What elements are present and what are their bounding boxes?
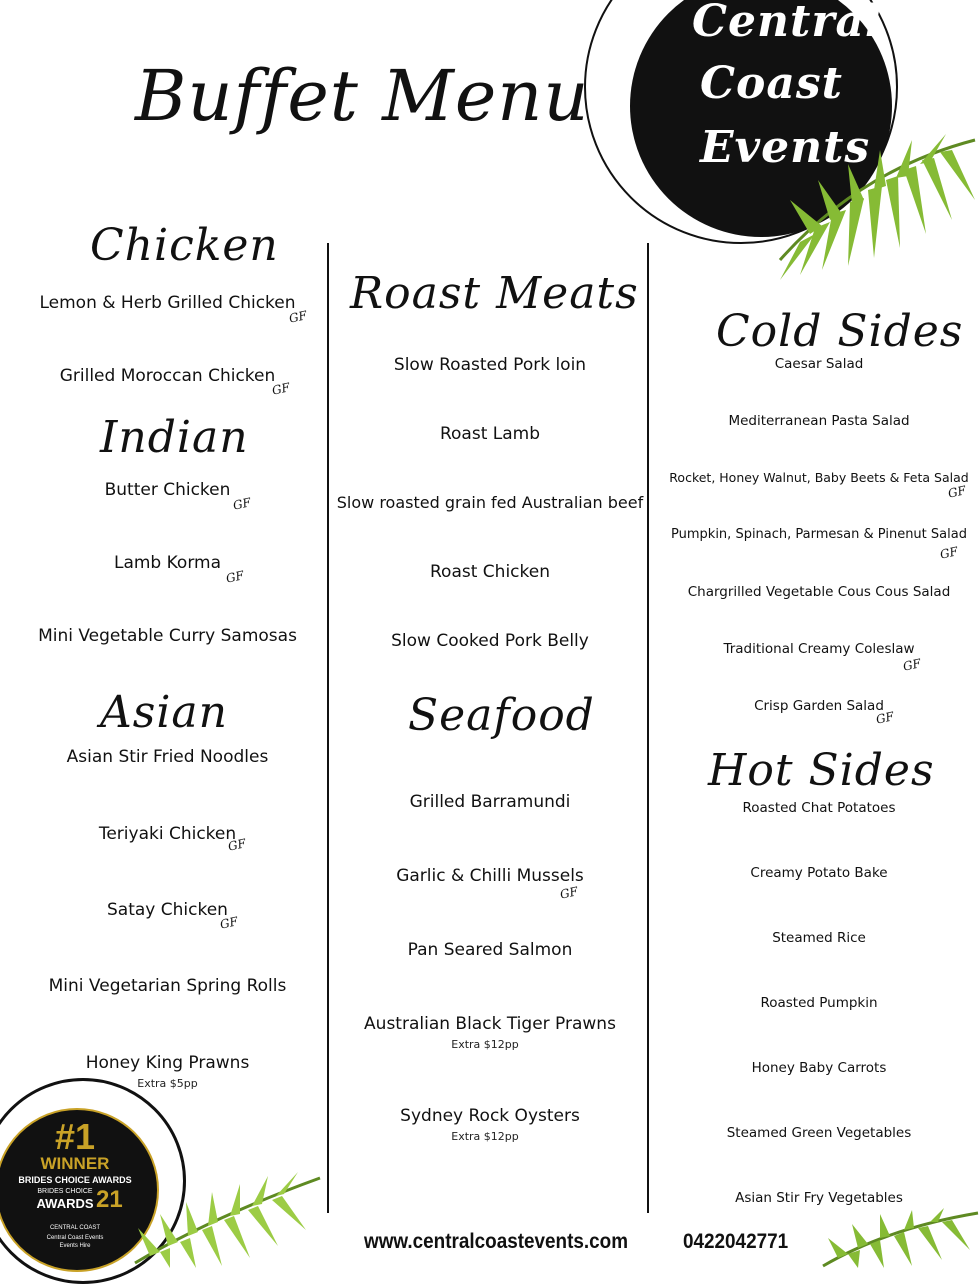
award-winner: WINNER (40, 1154, 110, 1173)
menu-item: Pan Seared Salmon (407, 940, 573, 960)
menu-item: Lemon & Herb Grilled Chicken (39, 293, 296, 313)
award-line-3: AWARDS (36, 1196, 94, 1211)
menu-item: Grilled Moroccan Chicken (59, 366, 276, 386)
website-text[interactable]: www.centralcoastevents.com (364, 1230, 629, 1253)
menu-item: Traditional Creamy Coleslaw (723, 641, 915, 657)
award-org-3: Events Hire (59, 1243, 91, 1249)
award-rank: #1 (54, 1116, 96, 1157)
menu-item: Chargrilled Vegetable Cous Cous Salad (687, 584, 951, 600)
palm-leaf-top-right (770, 130, 980, 290)
menu-item: Roast Chicken (430, 562, 550, 582)
menu-item: Pumpkin, Spinach, Parmesan & Pinenut Salad (671, 527, 967, 542)
menu-item: Honey Baby Carrots (751, 1060, 887, 1076)
gf-tag: GF (226, 836, 248, 854)
gf-tag: GF (901, 656, 923, 674)
section-heading-seafood: Seafood (408, 690, 595, 741)
section-heading-chicken: Chicken (90, 220, 279, 271)
gf-tag: GF (938, 544, 960, 562)
brand-line-2: Coast (700, 58, 843, 109)
menu-item: Mediterranean Pasta Salad (728, 413, 910, 429)
column-divider-right (647, 243, 649, 1213)
menu-item: Roasted Pumpkin (760, 995, 878, 1011)
menu-item: Satay Chicken (107, 900, 228, 920)
menu-item: Slow Cooked Pork Belly (391, 631, 589, 651)
menu-item: Asian Stir Fried Noodles (66, 747, 269, 767)
price-note: Extra $12pp (451, 1038, 519, 1051)
section-heading-hot-sides: Hot Sides (708, 745, 935, 796)
menu-item: Teriyaki Chicken (98, 824, 237, 844)
menu-item: Garlic & Chilli Mussels (396, 866, 584, 886)
menu-item: Roasted Chat Potatoes (742, 800, 896, 816)
menu-item: Caesar Salad (774, 356, 864, 372)
section-heading-cold-sides: Cold Sides (716, 306, 964, 357)
gf-tag: GF (874, 709, 896, 727)
gf-tag: GF (231, 495, 253, 513)
gf-tag: GF (270, 380, 292, 398)
gf-tag: GF (218, 914, 240, 932)
award-line-2: BRIDES CHOICE (37, 1188, 93, 1195)
menu-item: Asian Stir Fry Vegetables (735, 1190, 903, 1206)
menu-item: Grilled Barramundi (409, 792, 571, 812)
gf-tag: GF (558, 884, 580, 902)
menu-item: Roast Lamb (439, 424, 541, 444)
menu-item: Mini Vegetable Curry Samosas (38, 626, 297, 646)
menu-item: Sydney Rock Oysters (400, 1106, 580, 1126)
price-note: Extra $12pp (451, 1130, 519, 1143)
menu-item: Creamy Potato Bake (750, 865, 888, 881)
gf-tag: GF (287, 308, 309, 326)
menu-item: Steamed Green Vegetables (726, 1125, 912, 1141)
award-org-1: CENTRAL COAST (49, 1225, 101, 1231)
menu-item: Slow roasted grain fed Australian beef (336, 493, 644, 512)
column-divider-left (327, 243, 329, 1213)
brand-line-3: Events (700, 122, 871, 173)
gf-tag: GF (946, 483, 968, 501)
brand-line-1: Central (692, 0, 883, 47)
menu-item: Rocket, Honey Walnut, Baby Beets & Feta Salad (669, 470, 969, 485)
award-org-2: Central Coast Events (46, 1235, 104, 1241)
menu-item: Butter Chicken (104, 480, 231, 500)
menu-item: Honey King Prawns (85, 1053, 250, 1073)
award-year: 21 (96, 1186, 123, 1213)
menu-item: Crisp Garden Salad (754, 698, 884, 714)
gf-tag: GF (224, 568, 246, 586)
palm-leaf-bottom-right (818, 1208, 980, 1268)
price-note: Extra $5pp (137, 1077, 198, 1090)
section-heading-indian: Indian (100, 412, 249, 463)
section-heading-roast-meats: Roast Meats (350, 268, 639, 319)
menu-item: Lamb Korma (113, 553, 221, 573)
menu-item: Slow Roasted Pork loin (393, 355, 587, 375)
menu-item: Mini Vegetarian Spring Rolls (48, 976, 287, 996)
section-heading-asian: Asian (100, 687, 228, 738)
award-line-1: BRIDES CHOICE AWARDS (18, 1175, 132, 1185)
menu-item: Australian Black Tiger Prawns (364, 1014, 616, 1034)
menu-item: Steamed Rice (772, 930, 866, 946)
page-title: Buffet Menu (135, 55, 590, 137)
phone-text[interactable]: 0422042771 (683, 1230, 789, 1253)
palm-leaf-bottom-left (130, 1168, 325, 1268)
